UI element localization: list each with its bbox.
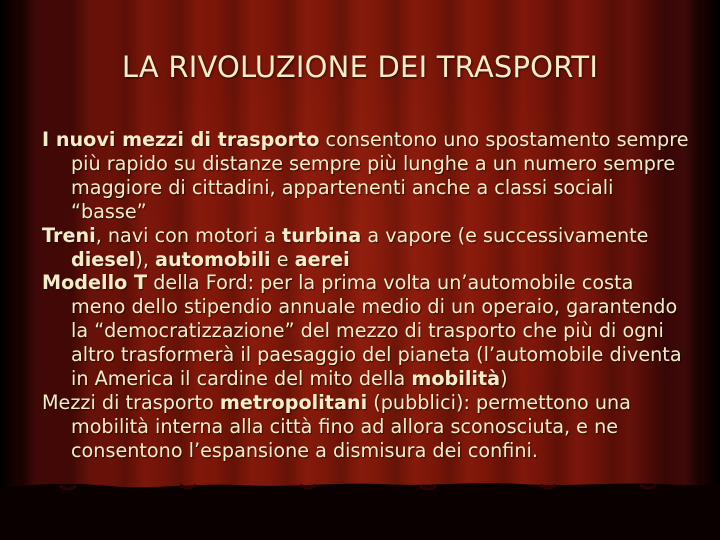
bold-text-run: metropolitani [219,390,368,414]
slide-body [42,128,692,463]
text-run: consentono uno spostamento sempre più rapido su distanze sempre più lunghe a un numero sempre maggiore di cittadini, appartenenti anche a classi sociali “basse” [71,128,689,223]
curtain-hem [0,480,720,540]
text-run: della Ford: per la prima volta un’automobile costa meno dello stipendio annuale medio di un operaio, garantendo la “democratizzazione” del mezzo di trasporto che più di ogni altro trasformerà il paesaggio del pianeta (l’automobile diventa in America il cardine del mito della [71,271,682,391]
bullet-paragraph [42,128,692,224]
slide-title: LA RIVOLUZIONE DEI TRASPORTI [121,50,599,84]
text-run: ) [500,367,508,391]
text-run: (pubblici): permettono una mobilità interna alla città fino ad allora sconosciuta, e ne consentono l’espansione a dismisura dei confini. [71,390,631,462]
bold-text-run: mobilità [411,367,501,391]
bold-text-run: I nuovi mezzi di trasporto [42,128,320,151]
bold-text-run: aerei [294,247,350,271]
text-run: e [270,247,295,271]
bullet-paragraph [42,271,692,391]
text-run: ), [135,247,156,271]
text-run: Mezzi di trasporto [42,390,220,414]
text-run: a vapore (e successivamente [361,223,649,247]
bold-text-run: Modello T [42,271,148,295]
bold-text-run: automobili [155,247,271,271]
bold-text-run: Treni [42,223,96,247]
bullet-paragraph [42,391,692,463]
bold-text-run: diesel [71,247,136,271]
bullet-paragraph [42,224,692,272]
bold-text-run: turbina [282,223,362,247]
text-run: , navi con motori a [95,223,283,247]
